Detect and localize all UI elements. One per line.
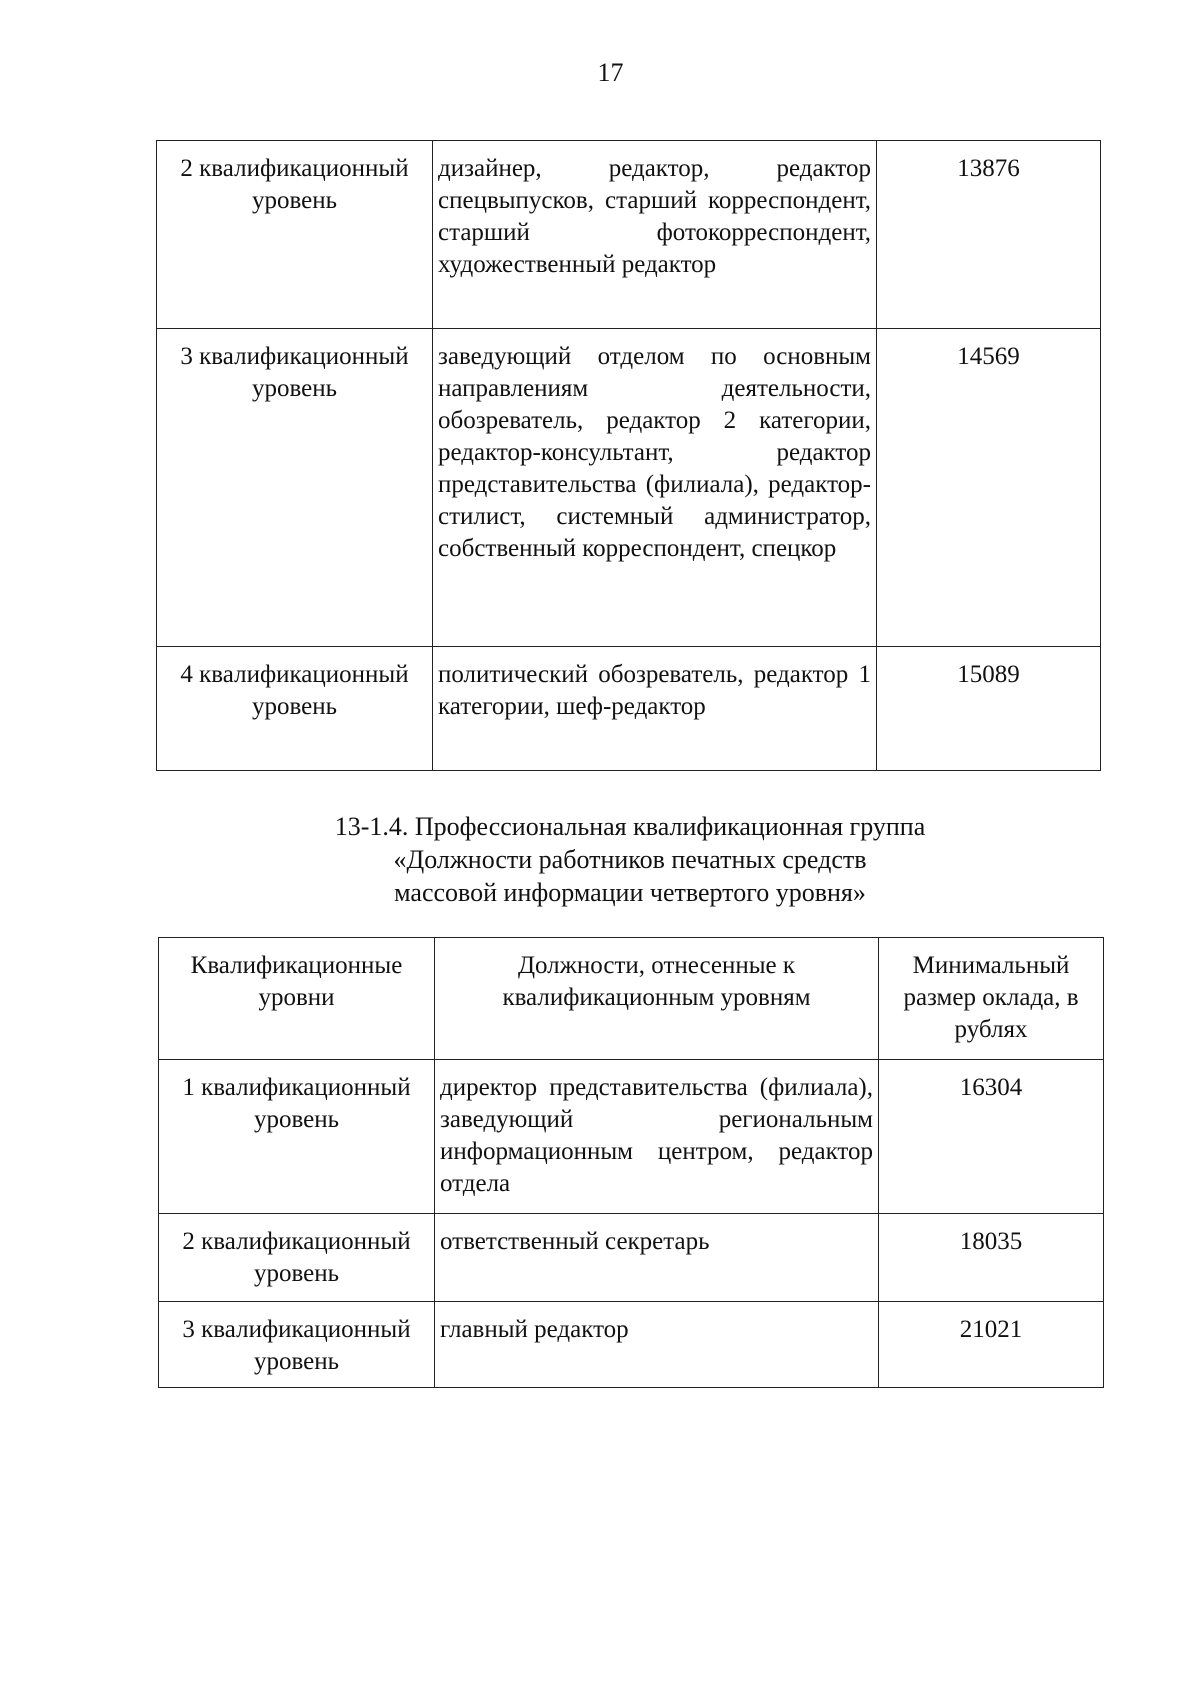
- header-salary: Минимальный размер оклада, в рублях: [879, 938, 1104, 1060]
- positions-cell: заведующий отделом по основным направлениям деятельности, обозреватель, редактор 2 категории, редактор-консультант, редактор представительства (филиала), редактор-стилист, системный администратор, собственный корреспондент, спецкор: [433, 329, 877, 647]
- table-row: [157, 329, 1101, 647]
- salary-cell: 15089: [877, 647, 1101, 771]
- level-cell: 4 квалификационный уровень: [157, 647, 433, 771]
- qualification-table: [158, 937, 1104, 1388]
- positions-cell: главный редактор: [435, 1302, 879, 1388]
- salary-cell: 13876: [877, 141, 1101, 329]
- level-cell: 3 квалификационный уровень: [159, 1302, 435, 1388]
- table-row: [157, 141, 1101, 329]
- section-title-line: 13-1.4. Профессиональная квалификационная группа: [334, 812, 926, 841]
- section-title-line: массовой информации четвертого уровня»: [394, 878, 866, 907]
- salary-cell: 16304: [879, 1060, 1104, 1214]
- level-cell: 3 квалификационный уровень: [157, 329, 433, 647]
- table-row: [159, 1214, 1104, 1302]
- positions-cell: дизайнер, редактор, редактор спецвыпусков, старший корреспондент, старший фотокорреспондент, художественный редактор: [433, 141, 877, 329]
- positions-cell: ответственный секретарь: [435, 1214, 879, 1302]
- salary-cell: 18035: [879, 1214, 1104, 1302]
- level-cell: 1 квалификационный уровень: [159, 1060, 435, 1214]
- level-cell: 2 квалификационный уровень: [157, 141, 433, 329]
- table-row: [159, 1302, 1104, 1388]
- section-title: [160, 810, 1100, 909]
- positions-cell: директор представительства (филиала), заведующий региональным информационным центром, редактор отдела: [435, 1060, 879, 1214]
- table-header-row: [159, 938, 1104, 1060]
- table-row: [157, 647, 1101, 771]
- header-positions: Должности, отнесенные к квалификационным уровням: [435, 938, 879, 1060]
- section-title-line: «Должности работников печатных средств: [393, 845, 867, 874]
- positions-cell: политический обозреватель, редактор 1 категории, шеф-редактор: [433, 647, 877, 771]
- salary-cell: 21021: [879, 1302, 1104, 1388]
- table-row: [159, 1060, 1104, 1214]
- level-cell: 2 квалификационный уровень: [159, 1214, 435, 1302]
- qualification-table-continued: [156, 140, 1101, 771]
- salary-cell: 14569: [877, 329, 1101, 647]
- page-number: 17: [597, 58, 624, 87]
- header-levels: Квалификационные уровни: [159, 938, 435, 1060]
